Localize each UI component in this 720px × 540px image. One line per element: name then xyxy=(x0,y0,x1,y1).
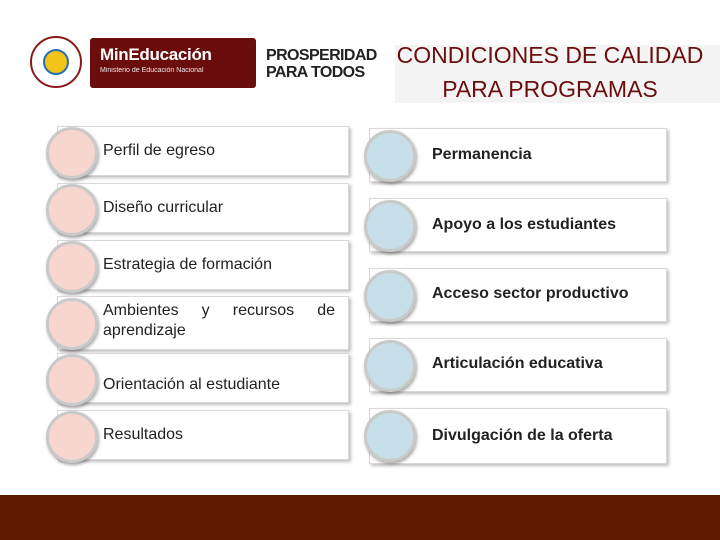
mineducacion-logo xyxy=(90,38,256,88)
left-bullet-circle xyxy=(46,241,98,293)
right-bullet-circle xyxy=(364,340,416,392)
left-item-perfil-de-egreso xyxy=(57,126,349,176)
logo-area xyxy=(30,33,375,93)
right-item-label: Divulgación de la oferta xyxy=(432,427,613,444)
ministry-subtitle: Ministerio de Educación Nacional xyxy=(100,67,204,74)
seal-emblem-icon xyxy=(43,49,69,75)
left-item-label: Perfil de egreso xyxy=(103,142,216,159)
right-bullet-circle xyxy=(364,130,416,182)
footer-bar xyxy=(0,495,720,540)
prosperidad-logo xyxy=(262,41,377,87)
left-bullet-circle xyxy=(46,411,98,463)
ministry-name: MinEducación xyxy=(100,45,212,64)
left-item-ambientes-y-recursos xyxy=(57,296,349,350)
right-item-label: Permanencia xyxy=(432,146,532,163)
left-item-estrategia-de-formacion xyxy=(57,240,349,290)
left-item-orientacion-al-estudiante xyxy=(57,353,349,403)
left-bullet-circle xyxy=(46,184,98,236)
right-item-label: Acceso sector productivo xyxy=(432,285,629,302)
left-item-label: Ambientes y recursos de aprendizaje xyxy=(103,302,335,339)
right-bullet-circle xyxy=(364,200,416,252)
left-item-label: Estrategia de formación xyxy=(103,256,272,273)
title-line-2: PARA PROGRAMAS xyxy=(442,76,658,102)
left-item-label: Diseño curricular xyxy=(103,199,224,216)
right-item-label: Articulación educativa xyxy=(432,355,603,372)
right-bullet-circle xyxy=(364,410,416,462)
left-item-diseno-curricular xyxy=(57,183,349,233)
page-title xyxy=(385,38,715,106)
right-bullet-circle xyxy=(364,270,416,322)
colombia-seal-logo xyxy=(30,36,82,88)
campaign-line-1: PROSPERIDAD xyxy=(266,47,377,64)
left-item-resultados xyxy=(57,410,349,460)
left-bullet-circle xyxy=(46,127,98,179)
right-item-label: Apoyo a los estudiantes xyxy=(432,216,617,233)
left-bullet-circle xyxy=(46,354,98,406)
title-line-1: CONDICIONES DE CALIDAD xyxy=(396,42,704,68)
left-item-label: Resultados xyxy=(103,426,184,443)
campaign-line-2: PARA TODOS xyxy=(266,64,365,81)
left-bullet-circle xyxy=(46,298,98,350)
left-item-label: Orientación al estudiante xyxy=(103,376,280,393)
